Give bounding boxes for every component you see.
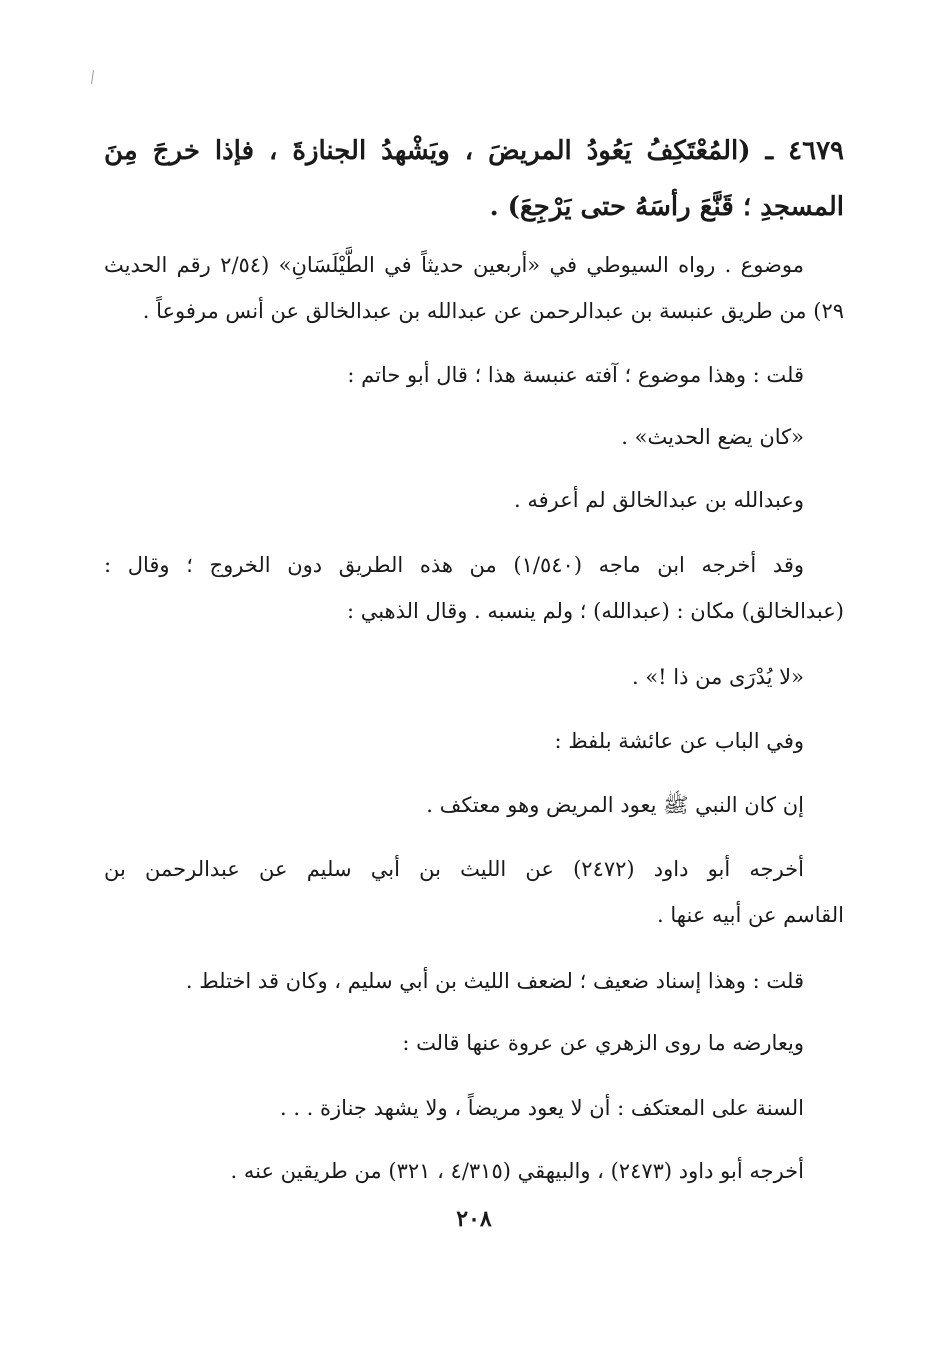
paragraph-11-line-1: ويعارضه ما روى الزهري عن عروة عنها قالت : (402, 1031, 804, 1055)
paragraph-9 (104, 846, 844, 938)
paragraph-8-line-1: إن كان النبي ﷺ يعود المريض وهو معتكف . (426, 793, 804, 817)
paragraph-12 (104, 1085, 844, 1131)
paragraph-10-line-1: قلت : وهذا إسناد ضعيف ؛ لضعف الليث بن أبي سليم ، وكان قد اختلط . (185, 969, 804, 993)
paragraph-9-line-2: القاسم عن أبيه عنها . (657, 903, 844, 927)
paragraph-2-line-1: قلت : وهذا موضوع ؛ آفته عنبسة هذا ؛ قال أبو حاتم : (347, 363, 804, 387)
paragraph-1-line-1: موضوع . رواه السيوطي في «أربعين حديثاً في الطَّيْلَسَانِ» (٢/٥٤ رقم الحديث (104, 253, 804, 277)
paragraph-5 (104, 542, 844, 634)
paragraph-7-line-1: وفي الباب عن عائشة بلفظ : (554, 729, 804, 753)
paragraph-9-line-1: أخرجه أبو داود (٢٤٧٢) عن الليث بن أبي سليم عن عبدالرحمن بن (104, 857, 804, 881)
paragraph-3 (104, 414, 844, 460)
margin-mark (91, 70, 94, 84)
paragraph-4 (104, 477, 844, 523)
page-number: ٢٠٨ (456, 1206, 492, 1232)
paragraph-13 (104, 1148, 844, 1194)
paragraph-5-line-1: وقد أخرجه ابن ماجه (١/٥٤٠) من هذه الطريق دون الخروج ؛ وقال : (104, 553, 804, 577)
paragraph-12-line-1: السنة على المعتكف : أن لا يعود مريضاً ، ولا يشهد جنازة . . . (279, 1096, 804, 1120)
hadith-heading (104, 123, 844, 235)
paragraph-6 (104, 654, 844, 700)
paragraph-11 (104, 1020, 844, 1066)
paragraph-8 (104, 782, 844, 828)
paragraph-13-line-1: أخرجه أبو داود (٢٤٧٣) ، والبيهقي (٤/٣١٥ ، ٣٢١) من طريقين عنه . (230, 1159, 804, 1183)
paragraph-2 (104, 352, 844, 398)
paragraph-3-line-1: «كان يضع الحديث» . (621, 425, 804, 449)
paragraph-1 (104, 242, 844, 334)
hadith-line-1: ٤٦٧٩ ـ (المُعْتَكِفُ يَعُودُ المريضَ ، ويَشْهدُ الجنازةَ ، فإذا خرجَ مِنَ (104, 136, 844, 166)
paragraph-1-line-2: ٢٩) من طريق عنبسة بن عبدالرحمن عن عبدالله بن عبدالخالق عن أنس مرفوعاً . (142, 299, 844, 323)
paragraph-6-line-1: «لا يُدْرَى من ذا !» . (631, 665, 804, 689)
paragraph-5-line-2: (عبدالخالق) مكان : (عبدالله) ؛ ولم ينسبه . وقال الذهبي : (346, 599, 844, 623)
paragraph-4-line-1: وعبدالله بن عبدالخالق لم أعرفه . (514, 488, 804, 512)
paragraph-10 (104, 958, 844, 1004)
paragraph-7 (104, 718, 844, 764)
hadith-line-2: المسجدِ ؛ قَنَّعَ رأسَهُ حتى يَرْجِعَ) . (489, 192, 844, 222)
